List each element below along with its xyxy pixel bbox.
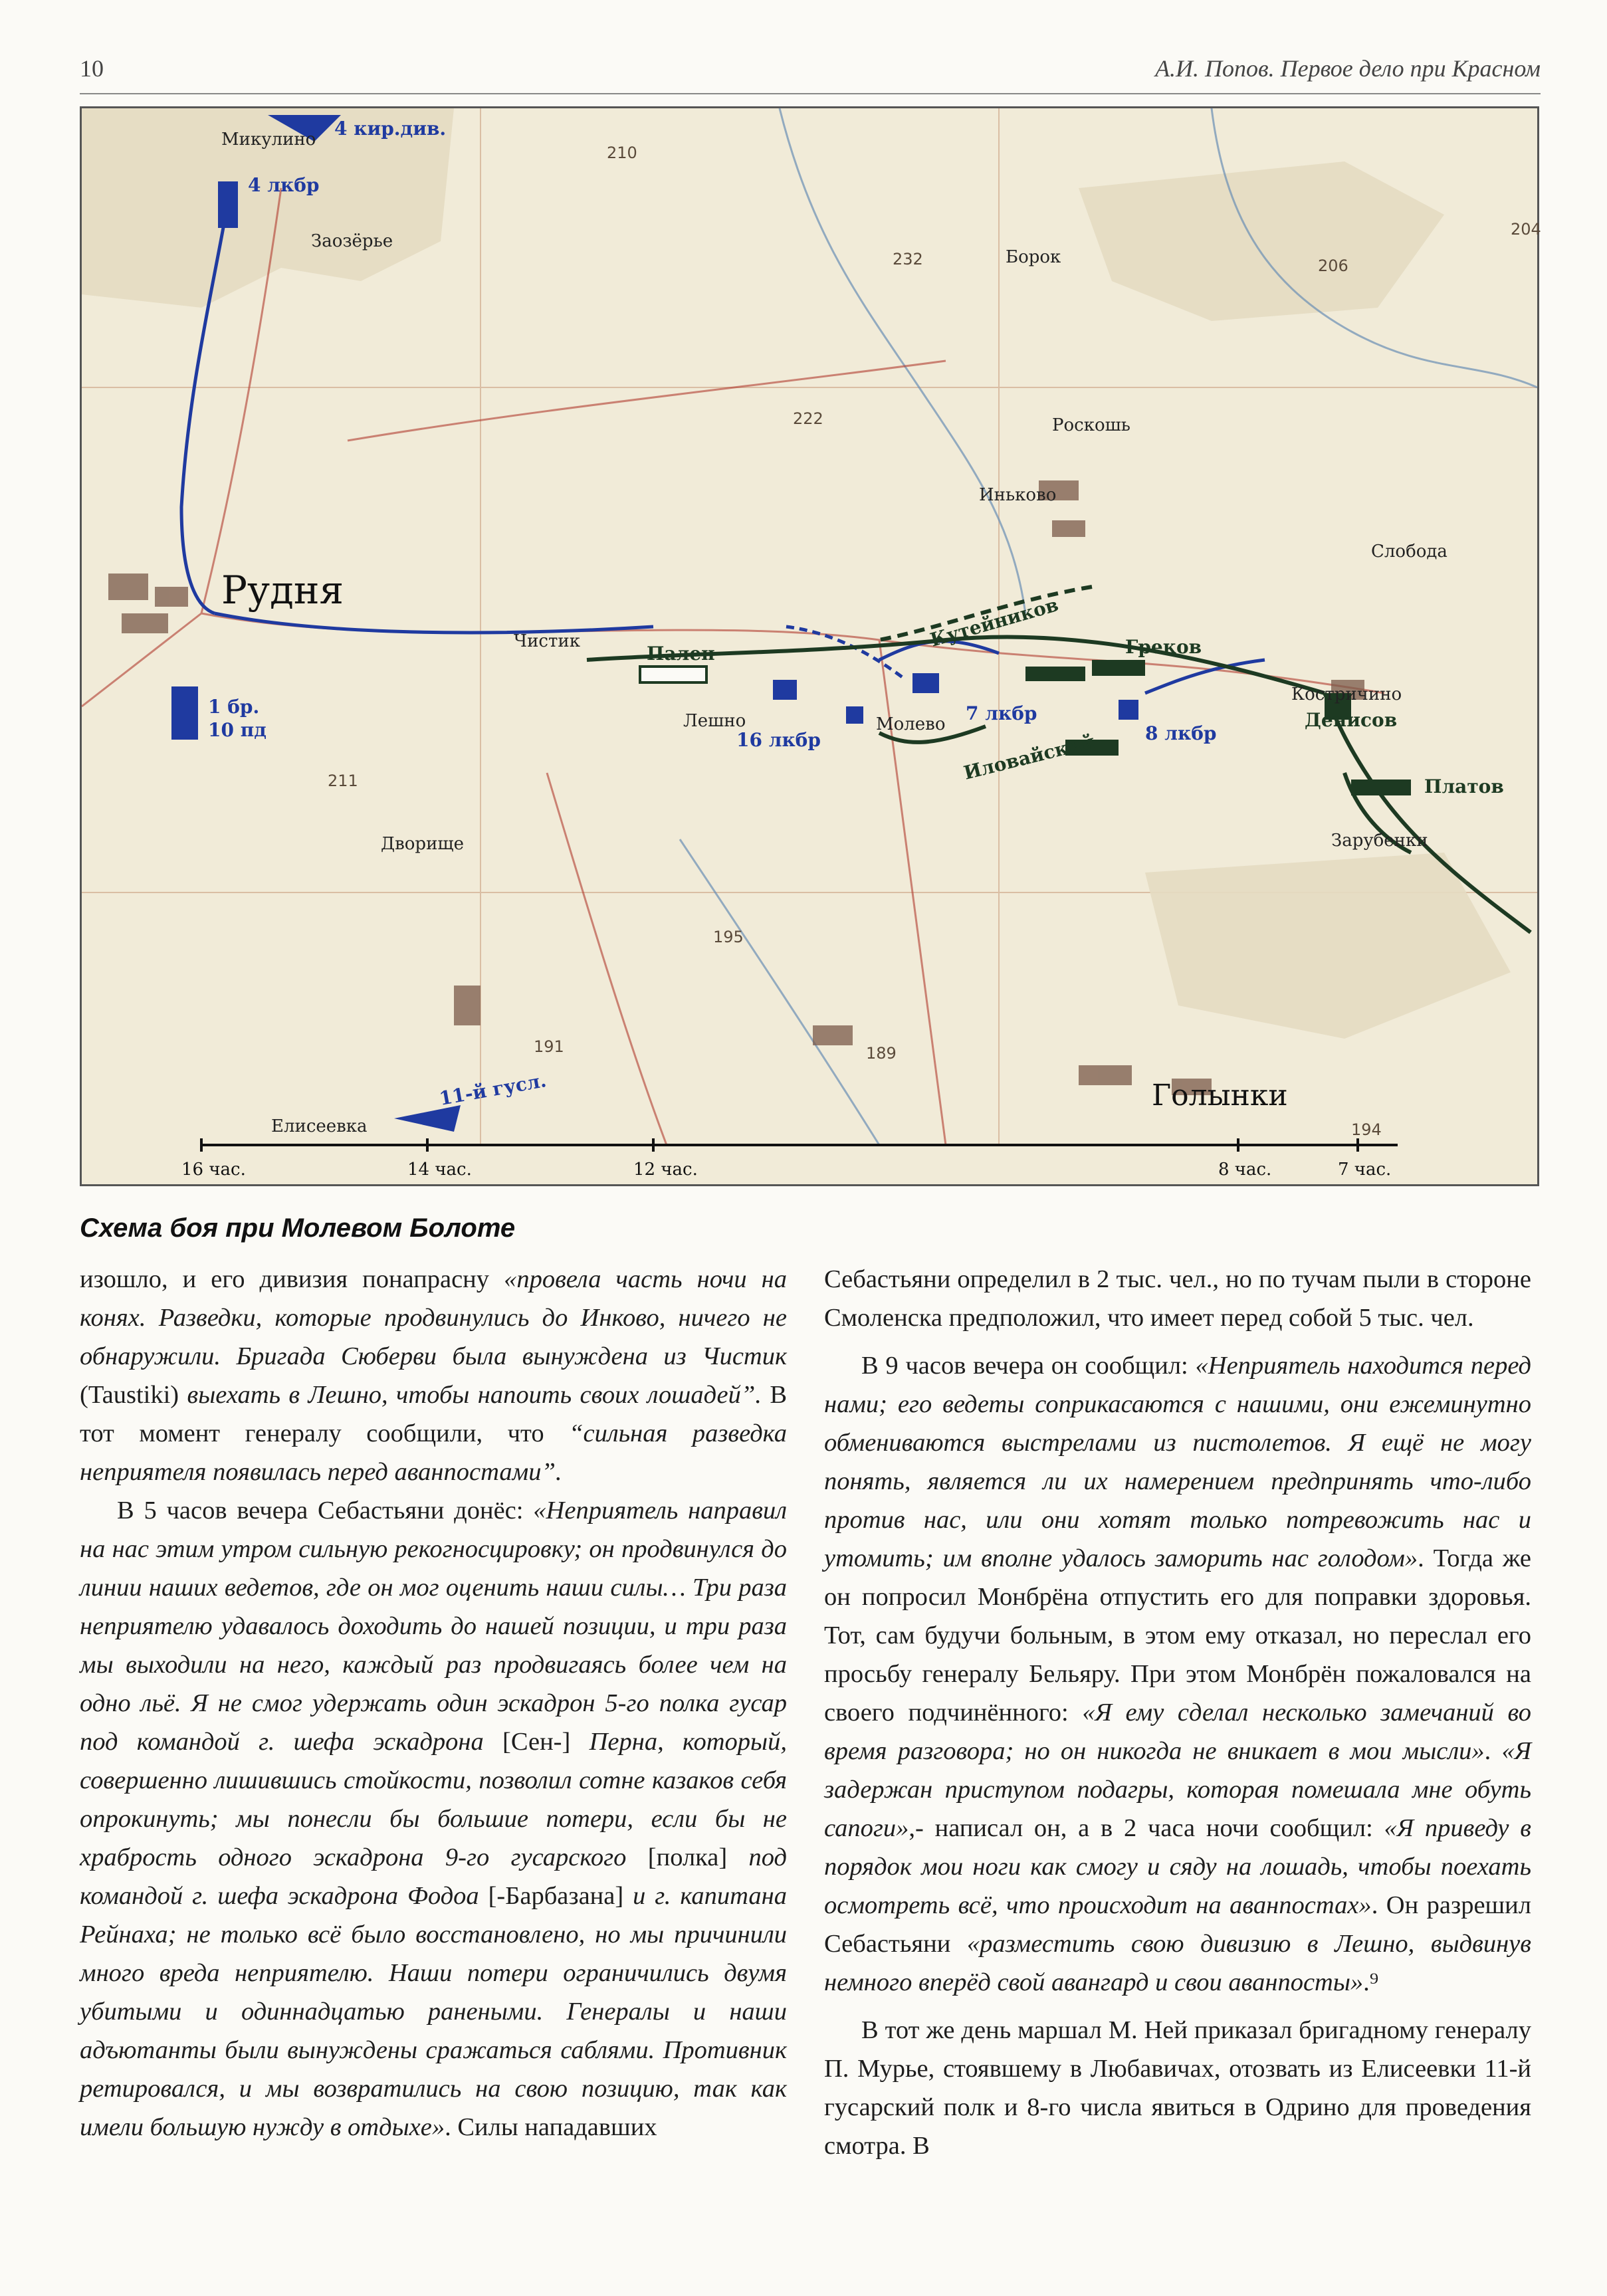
place-eliseevka: Елисеевка [271, 1116, 368, 1136]
text-run: ,- написал он, а в 2 часа ночи сообщил: [909, 1814, 1384, 1842]
unit-8-lkbr: 8 лкбр [1145, 722, 1217, 744]
place-golynki: Голынки [1152, 1079, 1288, 1112]
elevation-194: 194 [1351, 1120, 1382, 1139]
place-kostrichino: Костричино [1291, 684, 1402, 704]
quote-run: Перна, который, совершенно лишившись стойкости, позволил сотне казаков себя опрокинуть; мы понесли бы большие потери, если бы не храбрость одного эскадрона 9-го гусарского [80, 1728, 787, 1871]
text-run: В 9 часов вечера он сообщил: [861, 1352, 1196, 1380]
quote-run: «Неприятель находится перед нами; его ведеты соприкасаются с нашими, они ежеминутно обмениваются выстрелами из пистолетов. Я ещё не могу понять, является ли их намерением предпринять что-либо против нас, или они хотят только потревожить нас и утомить; им вполне удалось заморить нас голодом» [824, 1352, 1531, 1572]
place-leshno: Лешно [683, 711, 746, 731]
unit-ilovaysky: Иловайский [961, 730, 1097, 784]
paragraph-left-1 [80, 1260, 787, 1491]
unit-7-lkbr: 7 лкбр [966, 702, 1037, 724]
elevation-211: 211 [328, 772, 358, 790]
elevation-189: 189 [866, 1044, 897, 1063]
paragraph-left-2 [80, 1491, 787, 2146]
unit-platov: Платов [1424, 776, 1504, 797]
place-inkovo: Иньково [979, 485, 1057, 505]
timeline-7h: 7 час. [1338, 1160, 1392, 1180]
unit-11-gus: 11-й гусл. [437, 1069, 548, 1110]
unit-palen: Пален [647, 643, 715, 665]
map-svg [82, 108, 1541, 1184]
place-molevo: Молево [876, 714, 946, 734]
paragraph-right-2 [824, 1346, 1531, 2002]
unit-1-br: 1 бр. [208, 696, 260, 718]
timeline-12h: 12 час. [633, 1160, 698, 1180]
text-run: . Силы нападавших [445, 2113, 657, 2141]
place-zaozerye: Заозёрье [311, 231, 393, 251]
text-run: В тот же день маршал М. Ней приказал бригадному генералу П. Мурье, стоявшему в Любавичах, отозвать из Елисеевки 11-й гусарский полк и 8-го числа явиться в Одрино для проведения смотра. В [824, 2016, 1531, 2160]
elevation-204: 204 [1511, 220, 1541, 239]
text-run: изошло, и его дивизия понапрасну [80, 1265, 504, 1293]
unit-4-lkbr: 4 лкбр [248, 174, 320, 196]
unit-denisov: Денисов [1305, 709, 1398, 731]
text-run: Себастьяни определил в 2 тыс. чел., но по тучам пыли в стороне Смоленска предположил, что имеет перед собой 5 тыс. чел. [824, 1265, 1531, 1332]
elevation-210: 210 [607, 144, 637, 162]
place-dvorishche: Дворище [381, 834, 464, 854]
quote-run: «провела часть ночи на конях. Разведки, которые продвинулись до Инково, ничего не обнаружили. Бригада Сюберви была вынуждена из Чистик [80, 1265, 787, 1370]
battle-map [80, 106, 1539, 1186]
header-rule [80, 93, 1541, 94]
text-run: [полка] [647, 1843, 749, 1871]
quote-run: «Я задержан приступом подагры, которая помешала мне обуть сапоги» [824, 1737, 1531, 1842]
left-column [80, 1260, 787, 2146]
elevation-206: 206 [1318, 257, 1348, 275]
text-run: В тот момент генералу сообщили, что [80, 1381, 787, 1447]
page-number: 10 [80, 55, 104, 82]
place-rudnya: Рудня [221, 568, 344, 613]
place-zarubenki: Зарубенки [1331, 831, 1428, 851]
text-run: .⁹ [1363, 1968, 1379, 1996]
place-sloboda: Слобода [1371, 542, 1447, 562]
quote-run: под командой г. шефа эскадрона Фодоа [80, 1843, 787, 1910]
timeline-14h: 14 час. [407, 1160, 472, 1180]
quote-run: «Я приведу в порядок мои ноги как смогу и сяду на лошадь, чтобы поехать осмотреть всё, что происходит на аванпостах» [824, 1814, 1531, 1919]
timeline-16h: 16 час. [181, 1160, 246, 1180]
elevation-222: 222 [793, 409, 823, 428]
paragraph-right-3 [824, 2011, 1531, 2165]
timeline-bar [201, 1138, 1398, 1152]
text-run: . Тогда же он попросил Монбрёна отпустить его для поправки здоровья. Тот, сам будучи больным, в этом ему отказал, но переслал его просьбу генералу Бельяру. При этом Монбрён пожаловался на своего подчинённого: [824, 1544, 1531, 1726]
quote-run: “сильная разведка неприятеля появилась перед аванпостами”. [80, 1419, 787, 1486]
elevation-195: 195 [713, 928, 744, 946]
running-header: А.И. Попов. Первое дело при Красном [1155, 55, 1541, 82]
paragraph-right-1 [824, 1260, 1531, 1337]
text-run: В 5 часов вечера Себастьяни донёс: [117, 1497, 534, 1524]
unit-kuteynikov: Кутейников [927, 593, 1061, 651]
place-chistik: Чистик [514, 631, 580, 651]
place-mikulino: Микулино [221, 130, 316, 150]
quote-run: выехать в Лешно, чтобы напоить своих лошадей”. [187, 1381, 770, 1409]
quote-run: «Неприятель направил на нас этим утром сильную рекогносцировку; он продвинулся до линии наших ведетов, где он мог оценить наши силы… Три раза неприятелю удавалось доходить до нашей позиции, и три раза мы выходили на него, каждый раз продвигаясь более чем на одно льё. Я не смог удержать один эскадрон 5-го полка гусар под командой г. шефа эскадрона [80, 1497, 787, 1756]
text-run: [Сен-] [502, 1728, 589, 1756]
text-run: (Taustiki) [80, 1381, 187, 1409]
unit-10-pd: 10 пд [208, 719, 267, 741]
quote-run: «разместить свою дивизию в Лешно, выдвинув немного вперёд свой авангард и свои аванпосты» [824, 1930, 1531, 1996]
figure-caption: Схема боя при Молевом Болоте [80, 1213, 516, 1243]
text-run: [-Барбазана] [488, 1882, 633, 1910]
timeline-8h: 8 час. [1218, 1160, 1272, 1180]
quote-run: «Я ему сделал несколько замечаний во время разговора; но он никогда не вникает в мои мысли» [824, 1699, 1531, 1765]
place-borok: Борок [1006, 247, 1061, 267]
text-run: . Он разрешил Себастьяни [824, 1891, 1531, 1958]
unit-4-kir-div: 4 кир.див. [334, 118, 447, 140]
unit-grekov: Греков [1125, 636, 1202, 658]
right-column [824, 1260, 1531, 2165]
unit-16-lkbr: 16 лкбр [736, 729, 821, 751]
quote-run: и г. капитана Рейнаха; не только всё было восстановлено, но мы причинили много вреда неприятелю. Наши потери ограничились двумя убитыми и одиннадцатью ранеными. Генералы и наши адъютанты были вынуждены сражаться саблями. Противник ретировался, и мы возвратились на свою позицию, так как имели большую нужду в отдыхе» [80, 1882, 788, 2141]
place-roskosh: Роскошь [1052, 415, 1130, 435]
text-run: . [1484, 1737, 1502, 1765]
elevation-232: 232 [893, 250, 923, 268]
elevation-191: 191 [534, 1037, 564, 1056]
